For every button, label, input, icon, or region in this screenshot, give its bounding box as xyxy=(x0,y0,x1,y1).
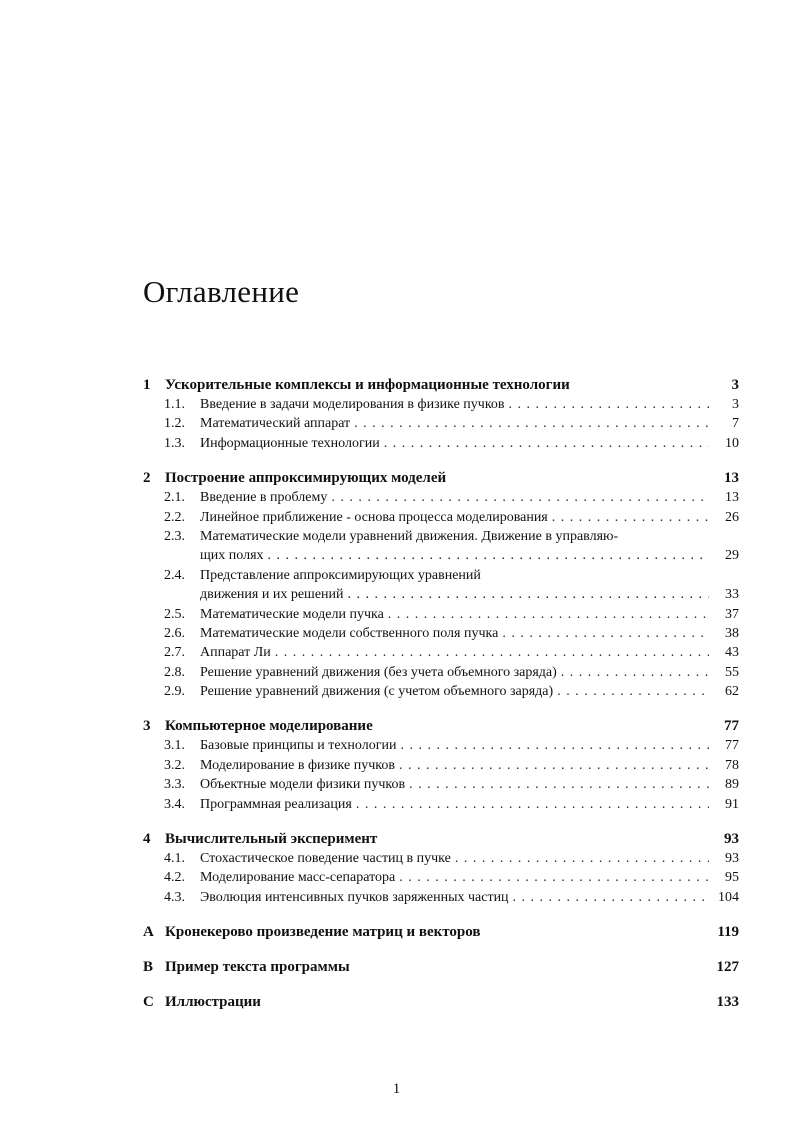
section-number: 2.5. xyxy=(164,606,185,622)
dot-leader xyxy=(275,645,709,661)
section-title: Программная реализация xyxy=(200,796,352,812)
section-title: Введение в задачи моделирования в физике пучков xyxy=(200,397,505,412)
section-title: Математические модели пучка xyxy=(200,606,384,622)
toc-appendix[interactable] xyxy=(143,994,739,1029)
section-title-continued: щих полях xyxy=(200,548,264,564)
section-page: 29 xyxy=(725,548,739,564)
toc-section[interactable] xyxy=(143,416,739,435)
chapter-number: 1 xyxy=(143,377,151,393)
section-page: 26 xyxy=(725,509,739,525)
section-number: 1.1. xyxy=(164,397,185,412)
chapter-number: 4 xyxy=(143,831,151,848)
toc-section[interactable] xyxy=(143,510,739,529)
dot-leader xyxy=(509,397,709,413)
section-title: Базовые принципы и технологии xyxy=(200,738,397,754)
appendix-title: Кронекерово произведение матриц и векторов xyxy=(165,924,481,941)
section-number: 3.3. xyxy=(164,777,185,793)
appendix-page: 119 xyxy=(717,924,739,941)
dot-leader xyxy=(455,851,709,867)
section-page: 89 xyxy=(725,777,739,793)
section-page: 33 xyxy=(725,587,739,603)
section-number: 3.2. xyxy=(164,757,185,773)
section-page: 10 xyxy=(725,435,739,451)
dot-leader xyxy=(384,436,709,452)
toc-section[interactable] xyxy=(143,568,739,607)
toc-section[interactable] xyxy=(143,490,739,509)
toc-section[interactable] xyxy=(143,851,739,870)
dot-leader xyxy=(513,890,709,906)
section-page: 62 xyxy=(725,684,739,700)
dot-leader xyxy=(354,416,709,432)
dot-leader xyxy=(409,777,709,793)
section-number: 4.2. xyxy=(164,870,185,886)
appendix-letter: A xyxy=(143,924,154,941)
dot-leader xyxy=(557,684,709,700)
toc-section[interactable] xyxy=(143,645,739,664)
section-title: Решение уравнений движения (без учета объемного заряда) xyxy=(200,664,557,680)
dot-leader xyxy=(331,490,709,506)
toc-section[interactable] xyxy=(143,607,739,626)
toc-chapter[interactable] xyxy=(143,718,739,738)
section-page: 3 xyxy=(732,397,739,412)
toc-appendix[interactable] xyxy=(143,959,739,994)
dot-leader xyxy=(348,587,709,603)
section-page: 38 xyxy=(725,625,739,641)
section-number: 2.1. xyxy=(164,490,185,506)
dot-leader xyxy=(552,510,709,526)
section-page: 95 xyxy=(725,870,739,886)
chapter-title: Ускорительные комплексы и информационные технологии xyxy=(165,377,570,393)
section-title: Моделирование масс-сепаратора xyxy=(200,870,396,886)
table-of-contents xyxy=(143,377,739,1029)
chapter-number: 3 xyxy=(143,718,151,735)
toc-section[interactable] xyxy=(143,529,739,568)
section-page: 7 xyxy=(732,416,739,432)
page-number: 1 xyxy=(392,1081,401,1097)
toc-section[interactable] xyxy=(143,890,739,909)
section-page: 13 xyxy=(725,490,739,506)
appendix-title: Иллюстрации xyxy=(165,994,261,1011)
section-title: Объектные модели физики пучков xyxy=(200,777,406,793)
toc-section[interactable] xyxy=(143,758,739,777)
toc-section[interactable] xyxy=(143,665,739,684)
dot-leader xyxy=(399,758,709,774)
section-page: 43 xyxy=(725,645,739,661)
chapter-title: Компьютерное моделирование xyxy=(165,718,373,735)
section-title: Введение в проблему xyxy=(200,490,328,506)
toc-appendix[interactable] xyxy=(143,924,739,959)
dot-leader xyxy=(502,626,709,642)
toc-section[interactable] xyxy=(143,777,739,796)
section-title: Моделирование в физике пучков xyxy=(200,757,395,773)
section-title: Математический аппарат xyxy=(200,416,351,432)
toc-section[interactable] xyxy=(143,626,739,645)
chapter-page: 13 xyxy=(724,470,739,487)
section-number: 2.4. xyxy=(164,567,185,583)
dot-leader xyxy=(268,548,709,564)
toc-section[interactable] xyxy=(143,870,739,889)
section-number: 2.8. xyxy=(164,664,185,680)
section-title: Математические модели уравнений движения. Движение в управляю- xyxy=(200,528,619,544)
chapter-number: 2 xyxy=(143,470,151,487)
chapter-page: 77 xyxy=(724,718,739,735)
section-number: 1.3. xyxy=(164,435,185,451)
section-title: Решение уравнений движения (с учетом объемного заряда) xyxy=(200,684,554,700)
toc-section[interactable] xyxy=(143,397,739,416)
dot-leader xyxy=(399,870,709,886)
section-page: 77 xyxy=(725,738,739,754)
page-title: Оглавление xyxy=(143,274,300,309)
section-title: Математические модели собственного поля пучка xyxy=(200,625,499,641)
section-page: 78 xyxy=(725,757,739,773)
dot-leader xyxy=(400,738,709,754)
dot-leader xyxy=(356,797,709,813)
section-title: Эволюция интенсивных пучков заряженных частиц xyxy=(200,889,509,905)
section-number: 2.3. xyxy=(164,528,185,544)
section-page: 37 xyxy=(725,606,739,622)
chapter-page: 93 xyxy=(724,831,739,848)
section-number: 3.1. xyxy=(164,738,185,754)
appendix-letter: B xyxy=(143,959,154,976)
toc-section[interactable] xyxy=(143,436,739,455)
section-number: 4.1. xyxy=(164,851,185,867)
dot-leader xyxy=(388,607,709,623)
appendix-letter: C xyxy=(143,994,154,1011)
toc-chapter[interactable] xyxy=(143,831,739,851)
appendix-title: Пример текста программы xyxy=(165,959,350,976)
chapter-title: Построение аппроксимирующих моделей xyxy=(165,470,447,487)
chapter-page: 3 xyxy=(731,377,739,393)
section-page: 55 xyxy=(725,664,739,680)
section-number: 2.7. xyxy=(164,645,185,661)
section-title-continued: движения и их решений xyxy=(200,587,344,603)
section-title: Информационные технологии xyxy=(200,435,380,451)
toc-chapter[interactable] xyxy=(143,470,739,490)
section-title: Представление аппроксимирующих уравнений xyxy=(200,567,481,583)
section-title: Аппарат Ли xyxy=(200,645,271,661)
section-number: 3.4. xyxy=(164,796,185,812)
toc-section[interactable] xyxy=(143,684,739,703)
section-number: 4.3. xyxy=(164,889,185,905)
section-title: Стохастическое поведение частиц в пучке xyxy=(200,851,451,867)
dot-leader xyxy=(561,665,709,681)
section-page: 104 xyxy=(718,889,739,905)
section-number: 2.2. xyxy=(164,509,185,525)
toc-section[interactable] xyxy=(143,797,739,816)
appendix-page: 127 xyxy=(716,959,739,976)
toc-section[interactable] xyxy=(143,738,739,757)
section-page: 91 xyxy=(725,796,739,812)
chapter-title: Вычислительный эксперимент xyxy=(165,831,378,848)
section-number: 2.6. xyxy=(164,625,185,641)
toc-chapter[interactable] xyxy=(143,377,739,397)
section-number: 1.2. xyxy=(164,416,185,432)
section-page: 93 xyxy=(725,851,739,867)
section-number: 2.9. xyxy=(164,684,185,700)
section-title: Линейное приближение - основа процесса моделирования xyxy=(200,509,548,525)
appendix-page: 133 xyxy=(716,994,739,1011)
